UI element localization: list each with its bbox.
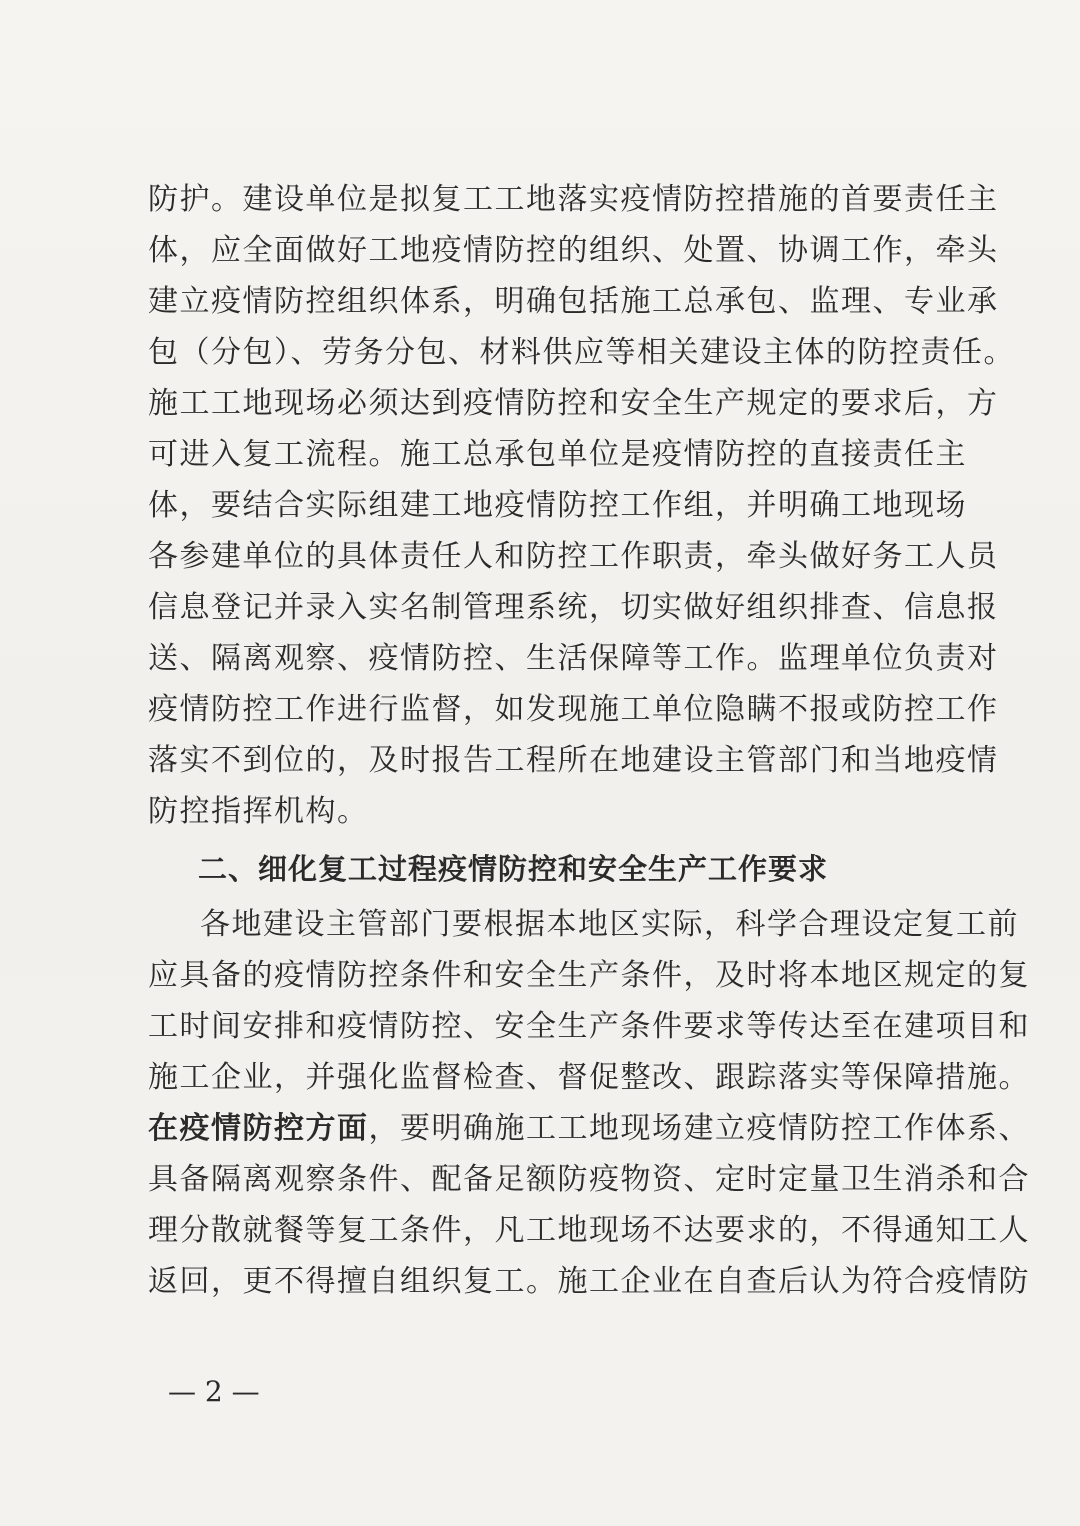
body-text-line: 防控指挥机构。 [148, 794, 369, 829]
body-text-line: 返回，更不得擅自组织复工。施工企业在自查后认为符合疫情防 [148, 1264, 1030, 1299]
body-text-line: 可进入复工流程。施工总承包单位是疫情防控的直接责任主 [148, 437, 967, 472]
section-heading: 二、细化复工过程疫情防控和安全生产工作要求 [198, 852, 829, 886]
body-text-span: ，要明确施工工地现场建立疫情防控工作体系、 [368, 1111, 1030, 1146]
body-text-line: 落实不到位的，及时报告工程所在地建设主管部门和当地疫情 [148, 743, 999, 778]
body-text-line: 疫情防控工作进行监督，如发现施工单位隐瞒不报或防控工作 [148, 692, 999, 727]
body-text-line: 防护。建设单位是拟复工工地落实疫情防控措施的首要责任主 [148, 182, 999, 217]
body-text-line: 信息登记并录入实名制管理系统，切实做好组织排查、信息报 [148, 590, 999, 625]
body-text-line: 各参建单位的具体责任人和防控工作职责，牵头做好务工人员 [148, 539, 999, 574]
body-text-line: 体，要结合实际组建工地疫情防控工作组，并明确工地现场 [148, 488, 967, 523]
body-text-line: 具备隔离观察条件、配备足额防疫物资、定时定量卫生消杀和合 [148, 1162, 1030, 1197]
body-text-line [148, 1109, 1030, 1149]
body-text-line: 施工企业，并强化监督检查、督促整改、跟踪落实等保障措施。 [148, 1060, 1030, 1095]
body-text-line: 理分散就餐等复工条件，凡工地现场不达要求的，不得通知工人 [148, 1213, 1030, 1248]
body-text-line: 应具备的疫情防控条件和安全生产条件，及时将本地区规定的复 [148, 958, 1030, 993]
body-text-line: 施工工地现场必须达到疫情防控和安全生产规定的要求后，方 [148, 386, 999, 421]
body-text-line: 包（分包）、劳务分包、材料供应等相关建设主体的防控责任。 [148, 335, 1015, 370]
page-number: — 2 — [168, 1375, 260, 1408]
body-text-line: 体，应全面做好工地疫情防控的组织、处置、协调工作，牵头 [148, 233, 999, 268]
body-text-line: 建立疫情防控组织体系，明确包括施工总承包、监理、专业承 [148, 284, 999, 319]
body-text-line: 工时间安排和疫情防控、安全生产条件要求等传达至在建项目和 [148, 1009, 1030, 1044]
body-text-line: 各地建设主管部门要根据本地区实际，科学合理设定复工前 [200, 907, 1019, 942]
bold-lead-text: 在疫情防控方面 [148, 1111, 369, 1146]
body-text-line: 送、隔离观察、疫情防控、生活保障等工作。监理单位负责对 [148, 641, 999, 676]
